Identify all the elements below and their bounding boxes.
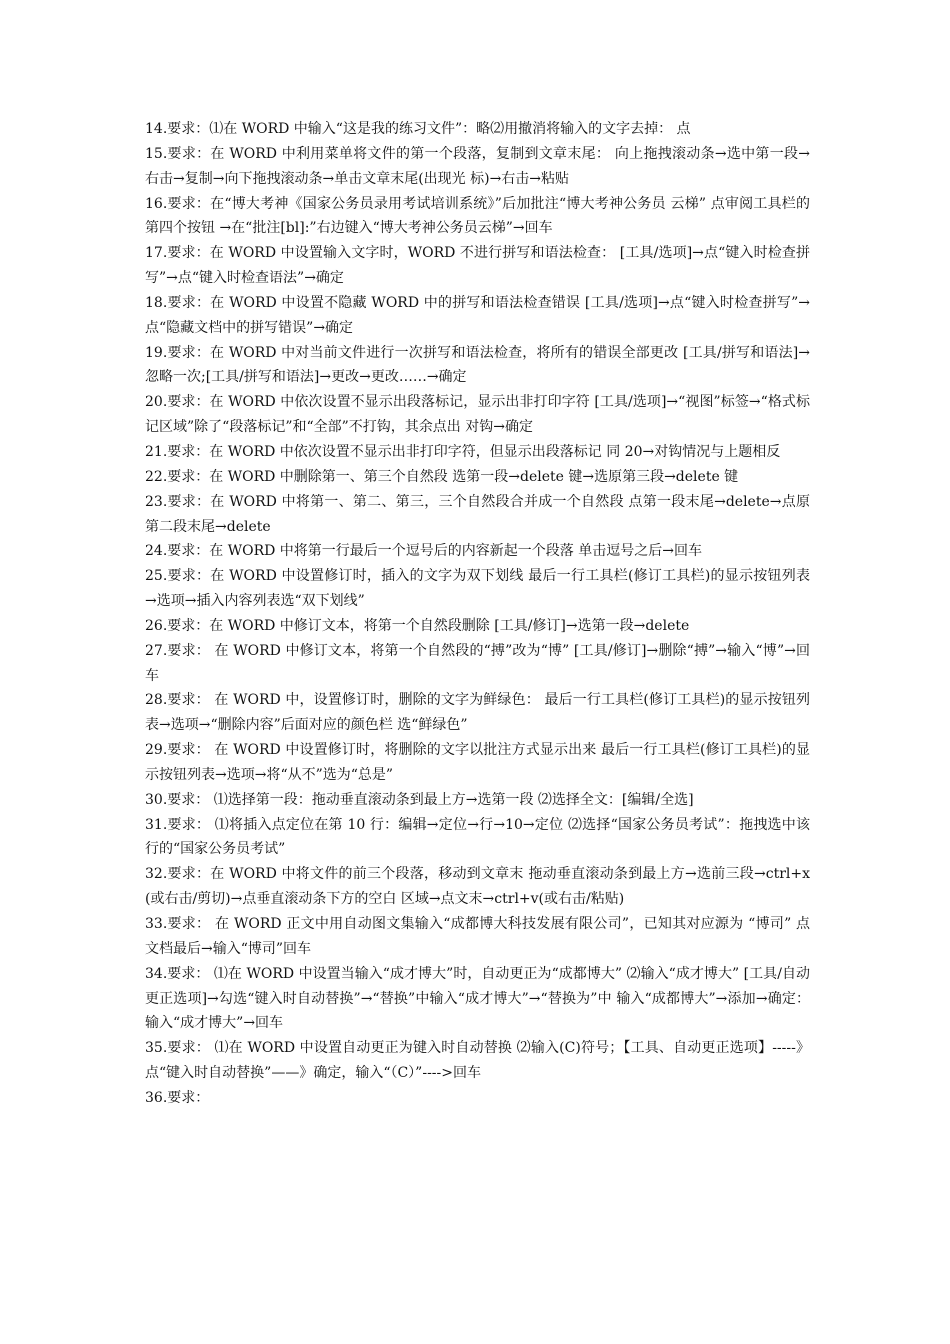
list-item: 17.要求：在 WORD 中设置输入文字时，WORD 不进行拼写和语法检查： [工具/选项]→点“键入时检查拼写”→点“键入时检查语法”→确定 [145, 245, 810, 287]
list-item: 33.要求： 在 WORD 正文中用自动图文集输入“成都博大科技发展有限公司”，已知其对应源为 “博司” 点文档最后→输入“博司”回车 [145, 916, 810, 957]
list-item: 22.要求：在 WORD 中删除第一、第三个自然段 选第一段→delete 键→选原第三段→delete 键 [145, 468, 739, 485]
list-item: 21.要求：在 WORD 中依次设置不显示出非打印字符，但显示出段落标记 同 20→对钩情况与上题相反 [145, 443, 781, 460]
list-item: 14.要求：⑴在 WORD 中输入“这是我的练习文件”：略⑵用撤消将输入的文字去掉： 点 [145, 121, 691, 137]
list-item: 29.要求： 在 WORD 中设置修订时，将删除的文字以批注方式显示出来 最后一行工具栏(修订工具栏)的显示按钮列表→选项→将“从不”选为“总是” [145, 742, 810, 783]
document-body [145, 117, 810, 1111]
list-item: 26.要求：在 WORD 中修订文本，将第一个自然段删除 [工具/修订]→选第一段→delete [145, 617, 690, 634]
list-item: 32.要求：在 WORD 中将文件的前三个段落，移动到文章末 拖动垂直滚动条到最上方→选前三段→ctrl+x(或右击/剪切)→点垂直滚动条下方的空白 区域→点文末→ctrl+v(或右击/粘贴) [145, 866, 810, 908]
list-item: 19.要求：在 WORD 中对当前文件进行一次拼写和语法检查，将所有的错误全部更改 [工具/拼写和语法]→忽略一次;[工具/拼写和语法]→更改→更改……→确定 [145, 344, 810, 386]
list-item: 31.要求： ⑴将插入点定位在第 10 行：编辑→定位→行→10→定位 ⑵选择“国家公务员考试”：拖拽选中该行的“国家公务员考试” [145, 816, 810, 858]
list-item: 35.要求： ⑴在 WORD 中设置自动更正为键入时自动替换 ⑵输入(C)符号；【工具、自动更正选项】-----》点“键入时自动替换”——》确定，输入“（C）”---->回车 [145, 1040, 810, 1082]
list-item: 20.要求：在 WORD 中依次设置不显示出段落标记，显示出非打印字符 [工具/选项]→“视图”标签→“格式标记区域”除了“段落标记”和“全部”不打钩，其余点出 对钩→确定 [145, 394, 810, 436]
list-item: 27.要求： 在 WORD 中修订文本，将第一个自然段的“搏”改为“博” [工具/修订]→删除“搏”→输入“博”→回车 [145, 642, 810, 684]
list-item: 28.要求： 在 WORD 中，设置修订时，删除的文字为鲜绿色： 最后一行工具栏(修订工具栏)的显示按钮列表→选项→“删除内容”后面对应的颜色栏 选“鲜绿色” [145, 692, 810, 734]
list-item: 18.要求：在 WORD 中设置不隐藏 WORD 中的拼写和语法检查错误 [工具/选项]→点“键入时检查拼写”→点“隐藏文档中的拼写错误”→确定 [145, 294, 810, 336]
list-item: 25.要求：在 WORD 中设置修订时，插入的文字为双下划线 最后一行工具栏(修订工具栏)的显示按钮列表→选项→插入内容列表选“双下划线” [145, 568, 810, 610]
list-item: 34.要求： ⑴在 WORD 中设置当输入“成才博大”时，自动更正为“成都博大” ⑵输入“成才博大” [工具/自动更正选项]→勾选“键入时自动替换”→“替换”中输入“成才博大”→“替换为”中 输入“成都博大”→添加→确定：输入“成才博大”→回车 [145, 965, 810, 1032]
list-item: 24.要求：在 WORD 中将第一行最后一个逗号后的内容新起一个段落 单击逗号之后→回车 [145, 543, 702, 560]
list-item: 36.要求： [145, 1089, 210, 1106]
list-item: 16.要求：在“博大考神《国家公务员录用考试培训系统》”后加批注“博大考神公务员 云梯” 点审阅工具栏的第四个按钮 →在“批注[bl]:”右边键入“博大考神公务员云梯”→回车 [145, 195, 810, 237]
list-item: 30.要求： ⑴选择第一段：拖动垂直滚动条到最上方→选第一段 ⑵选择全文：[编辑/全选] [145, 791, 694, 808]
list-item: 15.要求：在 WORD 中利用菜单将文件的第一个段落，复制到文章末尾： 向上拖拽滚动条→选中第一段→右击→复制→向下拖拽滚动条→单击文章末尾(出现光 标)→右击→粘贴 [145, 145, 810, 187]
list-item: 23.要求：在 WORD 中将第一、第二、第三，三个自然段合并成一个自然段 点第一段末尾→delete→点原第二段末尾→delete [145, 493, 810, 535]
